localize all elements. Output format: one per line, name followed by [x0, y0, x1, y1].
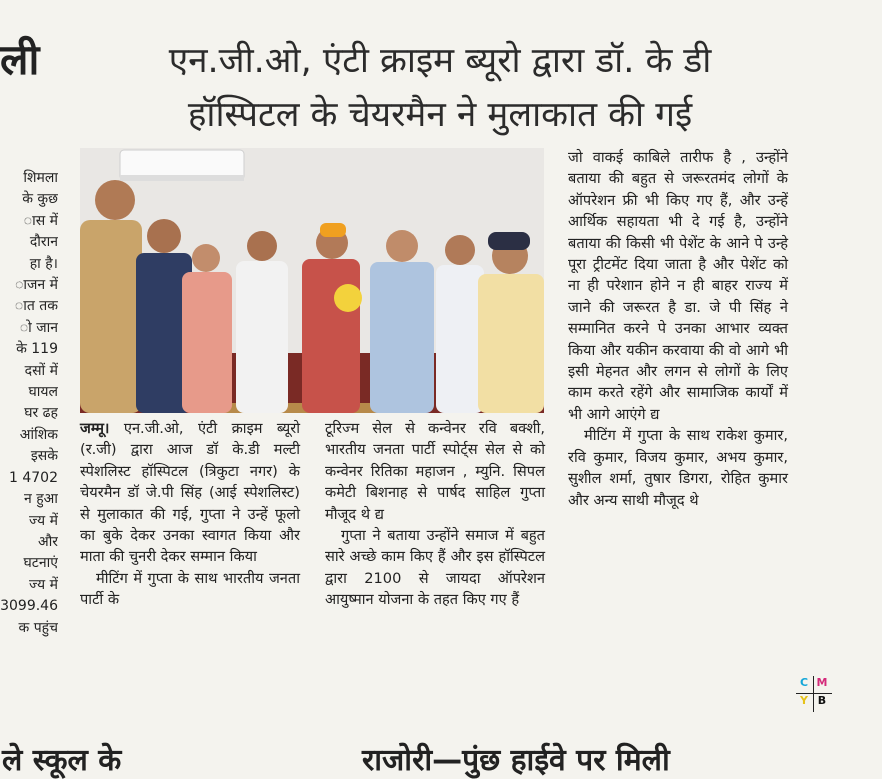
cmyk-m: M: [816, 676, 828, 689]
text-line: डा. जे पी सिंह ने: [684, 298, 788, 316]
column-2-paragraph-1: [325, 418, 545, 525]
text-line: भी दे गई है, उन्होंने बताया: [568, 213, 788, 252]
text-line: उन्हें फूलो का बुके देकर: [80, 505, 300, 545]
text-line: एन.जी.ओ, एंटी: [123, 420, 232, 437]
article-column-3: [568, 147, 788, 511]
text-line: स्पोर्ट्स सेल से को कन्वेनर: [325, 441, 545, 480]
text-line: जरूरतमंद लोगों के: [682, 170, 788, 188]
column-3-paragraph-1: [568, 147, 788, 425]
text-line: जाता है और पेशेंट को ना: [568, 256, 788, 295]
text-line: जो वाकई काबिले तारीफ है: [568, 149, 742, 166]
text-line: काम किए हैं और इस: [381, 548, 499, 566]
left-fragment-line: घायल: [28, 384, 58, 401]
column-1-paragraph-2: [80, 568, 300, 611]
text-line: जायदा ऑपरेशन आयुष्मान: [325, 569, 546, 609]
left-fragment-line: ो जान: [19, 319, 58, 336]
text-line: और उन्हें आर्थिक सहायता: [568, 191, 788, 231]
text-line: रितिका महाजन , म्युनि.: [370, 462, 514, 480]
left-fragment-line: ज्य में: [29, 576, 58, 593]
text-line: गुप्ता ने बताया उन्होंने: [341, 527, 466, 545]
text-line: नगर) के चेयरमैन डॉ जे.पी: [80, 462, 300, 502]
article-column-2: [325, 418, 545, 611]
left-column-fragment: [0, 168, 58, 639]
left-fragment-line: दौरान: [29, 234, 58, 251]
article-column-1: [80, 418, 300, 611]
text-line: सिपल कमेटी बिशनाह से: [325, 462, 545, 502]
text-line: राकेश कुमार, रवि कुमार,: [568, 427, 788, 466]
left-fragment-line: दसों में: [24, 362, 58, 379]
bottom-headline-right: राजोरी—पुंछ हाईवे पर मिली: [362, 743, 670, 778]
left-fragment-line: 3099.46: [0, 598, 58, 615]
text-line: राज्य में जाने की जरूरत है: [568, 277, 788, 316]
group-photo-illustration: [80, 148, 544, 413]
text-line: विजय कुमार, अभय कुमार,: [635, 448, 789, 466]
column-1-lines: [80, 420, 300, 565]
text-line: भी इसी मेहनत और लगन से: [568, 341, 788, 381]
left-fragment-line: आंशिक: [19, 426, 58, 443]
news-photo: [80, 148, 544, 413]
left-fragment-line: घर ढह: [24, 405, 58, 422]
left-fragment-line: हा है।: [29, 255, 58, 272]
dateline: जम्मू।: [80, 420, 110, 437]
headline-line-2: हॉस्पिटल के चेयरमैन ने मुलाकात की गई: [187, 95, 693, 135]
text-line: सुशील शर्मा, तुषार डिगरा,: [568, 470, 721, 488]
text-line: रोहित कुमार और अन्य: [568, 470, 788, 509]
left-fragment-line: 1 4702: [9, 469, 58, 486]
text-line: ही परेशान होने न ही बाहर: [587, 277, 746, 295]
text-line: की किसी भी पेशेंट के आने: [605, 234, 755, 252]
cmyk-c: C: [799, 676, 809, 689]
left-fragment-line: के कुछ: [22, 191, 58, 208]
text-line: योजना के तहत किए गए हैं: [378, 591, 520, 609]
left-fragment-line: ास में: [23, 212, 58, 229]
left-fragment-line: ात तक: [14, 298, 58, 315]
text-line: सिंह (आई स्पेशलिस्ट) से: [80, 484, 300, 523]
text-line: मुलाकात की गई, गुप्ता ने: [97, 505, 248, 523]
bottom-headline-left: ले स्कूल के: [2, 743, 122, 778]
text-line: आभार व्यक्त किया और: [568, 320, 788, 359]
text-line: लोगों के लिए काम करते: [568, 363, 788, 402]
left-column-headline-fragment: ली: [0, 35, 40, 84]
text-line: आज डॉ के.डी मल्टी: [166, 441, 300, 459]
text-line: मीटिंग में गुप्ता के साथ: [96, 569, 223, 587]
text-line: क्राइम ब्यूरो (र.जी) द्वारा: [80, 420, 301, 459]
cmyk-y: Y: [800, 694, 808, 707]
left-fragment-line: इसके: [30, 448, 58, 465]
text-line: माता की चुनरी देकर सम्मान: [80, 548, 230, 566]
text-line: ऑपरेशन फ्री भी किए गए हैं,: [568, 191, 740, 209]
left-fragment-line: घटनाएं: [23, 555, 58, 572]
text-line: पे उन्हे पूरा ट्रीटमेंट दिया: [568, 234, 788, 274]
column-3-paragraph-2: [568, 425, 788, 511]
text-line: भारतीय जनता पार्टी के: [80, 569, 300, 609]
left-fragment-line: क पहुंच: [18, 619, 58, 636]
cmyk-b: B: [817, 694, 827, 707]
left-fragment-line: के 119: [16, 341, 58, 358]
text-line: किया: [229, 548, 257, 566]
text-line: रहेंगे और सामाजिक कार्यों: [630, 384, 780, 402]
text-line: बक्शी, भारतीय जनता पार्टी: [325, 420, 545, 459]
text-line: यकीन करवाया की वो आगे: [626, 341, 774, 359]
left-fragment-line: और: [37, 533, 58, 550]
left-fragment-line: न हुआ: [24, 491, 58, 508]
column-1-paragraph-1: [80, 418, 300, 568]
left-fragment-line: ज्य में: [29, 512, 58, 529]
text-line: हॉस्पिटल द्वारा 2100 से: [325, 548, 545, 587]
text-line: स्पेशलिस्ट हॉस्पिटल (त्रिकुटा: [80, 462, 250, 480]
cmyk-registration-mark: [796, 676, 832, 712]
text-line: सम्मानित करने पे उनका: [568, 320, 715, 338]
text-line: साथी मौजूद थे: [622, 491, 699, 509]
text-line: पार्षद साहिल गुप्ता मौजूद: [325, 484, 545, 523]
text-line: समाज में बहुत सारे अच्छे: [325, 527, 545, 566]
text-line: थे द्य: [360, 505, 384, 523]
text-line: में भी आगे आएंगे द्य: [568, 384, 788, 423]
column-2-paragraph-2: [325, 525, 545, 611]
left-fragment-line: ाजन में: [15, 277, 58, 294]
headline-line-1: एन.जी.ओ, एंटी क्राइम ब्यूरो द्वारा डॉ. के डी: [168, 41, 712, 81]
text-line: मीटिंग में गुप्ता के साथ: [584, 427, 717, 445]
text-line: उनका स्वागत किया और: [163, 527, 300, 545]
left-fragment-line: शिमला: [23, 170, 58, 186]
text-line: , उन्होंने बताया की बहुत से: [568, 149, 788, 188]
text-line: टूरिज्म सेल से कन्वेनर रवि: [325, 420, 510, 437]
